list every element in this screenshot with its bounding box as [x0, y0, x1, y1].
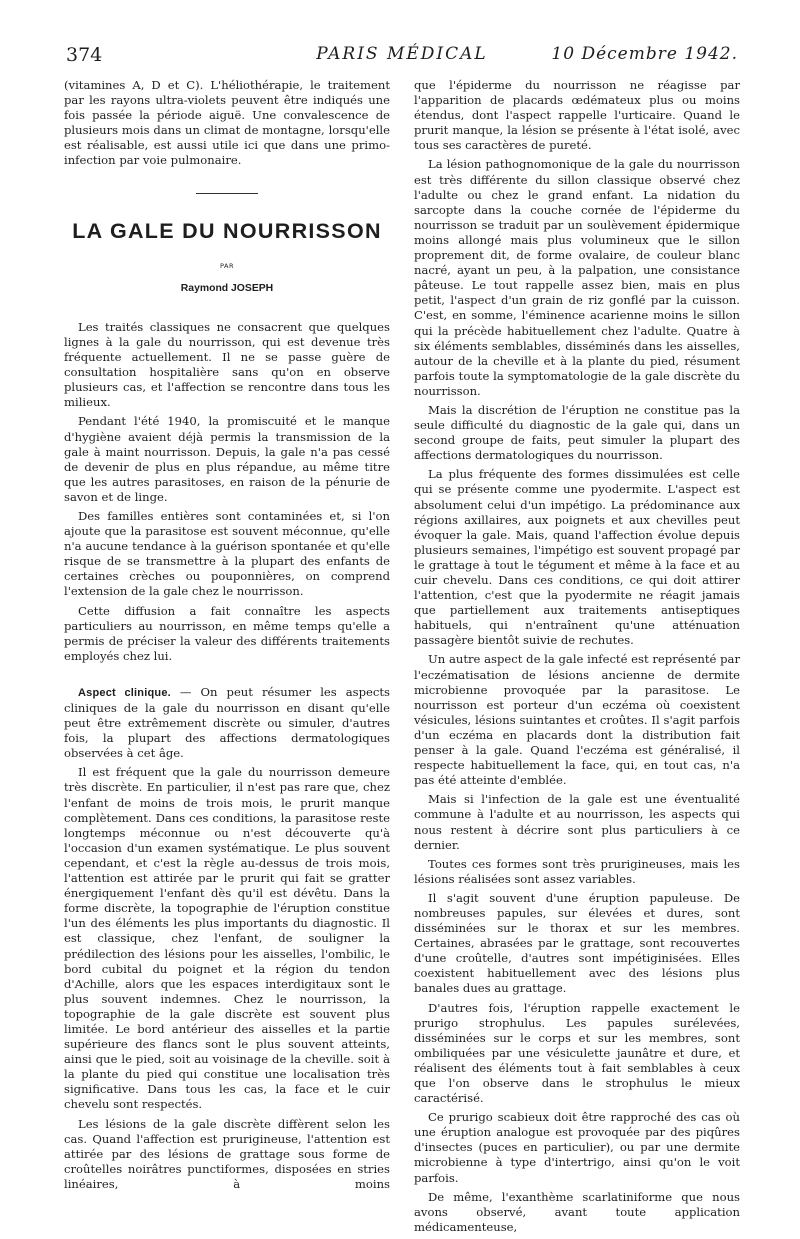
paragraph: que l'épiderme du nourrisson ne réagisse par l'apparition de placards œdémateux plus ou moins étendus, dont l'aspect rappelle l'urticaire. Quand le prurit manque, la lésion se présente à l'état isolé, avec tous ses caractères de pureté. [414, 78, 740, 153]
left-column [64, 78, 390, 1196]
paragraph: Il est fréquent que la gale du nourrisson demeure très discrète. En particulier, il n'est pas rare que, chez l'enfant de moins de trois mois, le prurit manque complètement. Dans ces conditions, la parasitose reste longtemps méconnue ou n'est découverte qu'à l'occasion d'un examen systématique. Le plus souvent cependant, et c'est la règle au-dessus de trois mois, l'attention est attirée par le prurit qui fait se gratter énergiquement l'enfant dès qu'il est dévêtu. Dans la forme discrète, la topographie de l'éruption constitue l'un des éléments les plus importants du diagnostic. Il est classique, chez l'enfant, de souligner la prédilection des lésions pour les aisselles, l'ombilic, le bord cubital du poignet et la région du tendon d'Achille, alors que les espaces interdigitaux sont le plus souvent indemnes. Chez le nourrisson, la topographie de la gale discrète est souvent plus limitée. Le bord antérieur des aisselles et la partie supérieure des flancs sont le plus souvent atteints, ainsi que le pied, soit au voisinage de la cheville. soit à la plante du pied qui constitue une localisation très significative. Dans tous les cas, la face et le cuir chevelu sont respectés. [64, 765, 390, 1112]
paragraph: La plus fréquente des formes dissimulées est celle qui se présente comme une pyodermite. L'aspect est absolument celui d'un impétigo. La prédominance aux régions axillaires, aux poignets et aux chevilles peut évoquer la gale. Mais, quand l'affection évolue depuis plusieurs semaines, l'impétigo est souvent propagé par le grattage à tout le tégument et même à la face et au cuir chevelu. Dans ces conditions, ce qui doit attirer l'attention, c'est que la pyodermite ne réagit jamais que partiellement aux traitements antiseptiques habituels, qui n'entraînent qu'une atténuation passagère bientôt suivie de rechutes. [414, 467, 740, 648]
issue-date: 10 Décembre 1942. [551, 44, 738, 64]
author-name: Raymond JOSEPH [180, 282, 274, 294]
paragraph: Ce prurigo scabieux doit être rapproché des cas où une éruption analogue est provoquée par des piqûres d'insectes (puces en particulier), ou par une dermite microbienne à type d'intertrigo, ainsi qu'on le voit parfois. [414, 1110, 740, 1185]
paragraph: Les traités classiques ne consacrent que quelques lignes à la gale du nourrisson, qui est devenue très fréquente actuellement. Il ne se passe guère de consultation hospitalière sans qu'on en observe plusieurs cas, et l'affection se rencontre dans tous les milieux. [64, 319, 390, 410]
paragraph: Les lésions de la gale discrète diffèrent selon les cas. Quand l'affection est prurigineuse, l'attention est attirée par des lésions de grattage sous forme de croûtelles noirâtres punctiformes, disposées en stries linéaires, à moins [64, 1116, 390, 1191]
page-number: 374 [66, 44, 103, 66]
section-heading: Aspect clinique. [78, 686, 171, 699]
byline-par: PAR [220, 261, 234, 270]
separator-rule [196, 193, 258, 194]
section-paragraph [64, 685, 390, 761]
paragraph: La lésion pathognomonique de la gale du nourrisson est très différente du sillon classique observé chez l'adulte ou chez le grand enfant. La nidation du sarcopte dans la couche cornée de l'épiderme du nourrisson se traduit par un soulèvement épidermique moins allongé mais plus volumineux que le sillon proprement dit, de forme ovalaire, de couleur blanc nacré, ayant un peu, à la palpation, une consistance pâteuse. Le tout rappelle assez bien, mais en plus petit, l'aspect d'un grain de riz gonflé par la cuisson. C'est, en somme, l'éminence acarienne moins le sillon qui la précède habituellement chez l'adulte. Quatre à six éléments semblables, disséminés dans les aisselles, autour de la cheville et à la plante du pied, résument parfois toute la symptomatologie de la gale discrète du nourrisson. [414, 157, 740, 398]
journal-title: PARIS MÉDICAL [316, 44, 488, 64]
right-column [414, 78, 740, 1239]
paragraph: Mais si l'infection de la gale est une éventualité commune à l'adulte et au nourrisson, les aspects qui nous restent à décrire sont plus particuliers à ce dernier. [414, 792, 740, 852]
paragraph: De même, l'exanthème scarlatiniforme que nous avons observé, avant toute application médicamenteuse, [414, 1189, 740, 1234]
article-title: LA GALE DU NOURRISSON [72, 218, 382, 243]
section-text: — On peut résumer les aspects cliniques de la gale du nourrisson en disant qu'elle peut être extrêmement discrète ou simuler, d'autres fois, la plupart des affections dermatologiques observées à cet âge. [64, 684, 390, 761]
paragraph: Toutes ces formes sont très prurigineuses, mais les lésions réalisées sont assez variables. [414, 856, 740, 886]
paragraph: Il s'agit souvent d'une éruption papuleuse. De nombreuses papules, sur élevées et dures, sont disséminées sur le thorax et sur les membres. Certaines, abrasées par le grattage, sont recouvertes d'une croûtelle, d'autres sont impétiginisées. Elles coexistent habituellement avec des lésions plus banales dues au grattage. [414, 890, 740, 996]
running-header [66, 44, 738, 74]
paragraph: Des familles entières sont contaminées et, si l'on ajoute que la parasitose est souvent méconnue, qu'elle n'a aucune tendance à la guérison spontanée et qu'elle risque de se transmettre à la plupart des enfants de certaines crèches ou pouponnières, on comprend l'extension de la gale chez le nourrisson. [64, 508, 390, 599]
paragraph: (vitamines A, D et C). L'héliothérapie, le traitement par les rayons ultra-violets peuvent être indiqués une fois passée la période aiguë. Une convalescence de plusieurs mois dans un climat de montagne, lorsqu'elle est réalisable, est aussi utile ici que dans une primo-infection par voie pulmonaire. [64, 78, 390, 168]
paragraph: Cette diffusion a fait connaître les aspects particuliers au nourrisson, en même temps qu'elle a permis de préciser la valeur des différents traitements employés chez lui. [64, 603, 390, 663]
paragraph: Pendant l'été 1940, la promiscuité et le manque d'hygiène avaient déjà permis la transmission de la gale à maint nourrisson. Depuis, la gale n'a pas cessé de devenir de plus en plus répandue, au même titre que les autres parasitoses, en raison de la pénurie de savon et de linge. [64, 414, 390, 504]
paragraph: D'autres fois, l'éruption rappelle exactement le prurigo strophulus. Les papules surélevées, disséminées sur le corps et sur les membres, sont ombiliquées par une vésiculette jaunâtre et dure, et réalisent des éléments tout à fait semblables à ceux que l'on observe dans le strophulus le mieux caractérisé. [414, 1000, 740, 1106]
paragraph: Un autre aspect de la gale infecté est représenté par l'eczématisation de lésions ancienne de dermite microbienne provoquée par la parasitose. Le nourrisson est porteur d'un eczéma où coexistent vésicules, lésions suintantes et croûtes. Il s'agit parfois d'un eczéma en placards dont la distribution fait penser à la gale. Quand l'eczéma est généralisé, il respecte habituellement la face, qui, en tout cas, n'a pas été atteinte d'emblée. [414, 652, 740, 788]
spacer [64, 668, 390, 685]
paragraph: Mais la discrétion de l'éruption ne constitue pas la seule difficulté du diagnostic de la gale qui, dans un second groupe de faits, peut simuler la plupart des affections dermatologiques du nourrisson. [414, 402, 740, 463]
